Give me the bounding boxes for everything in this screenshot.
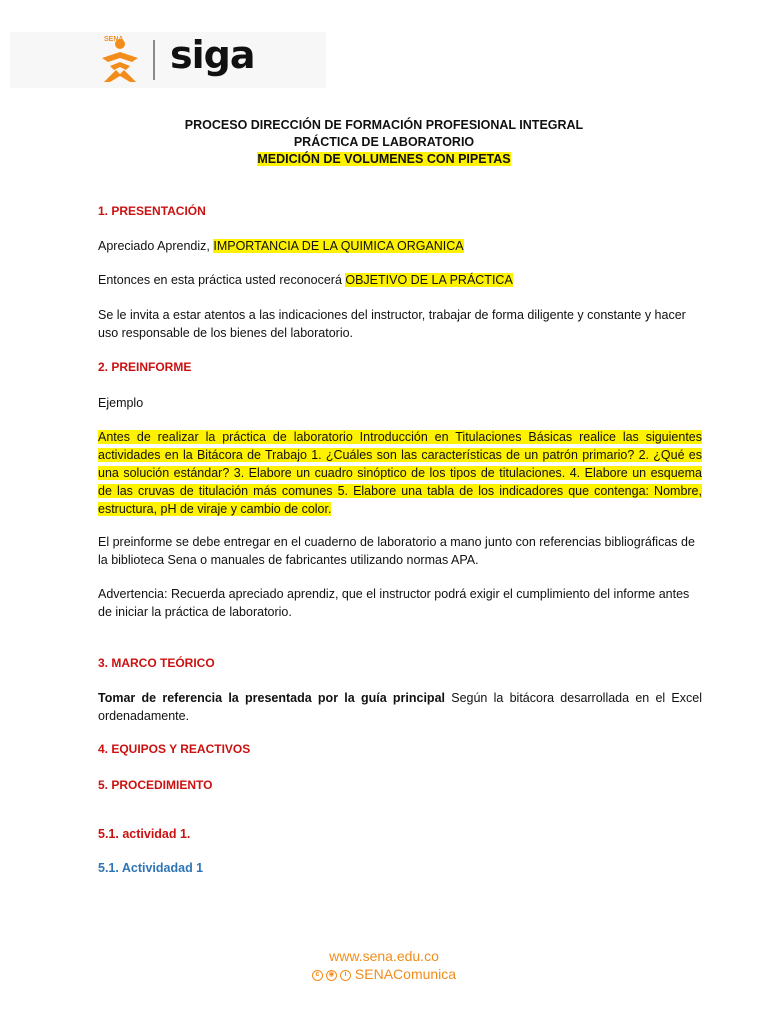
section-marco-teorico: 3. MARCO TEÓRICO	[98, 656, 215, 670]
actividad-red-heading: 5.1. actividad 1.	[98, 827, 191, 841]
presentacion-p2	[98, 271, 702, 289]
info-icon: i	[340, 970, 351, 981]
presentacion-p2-highlight: OBJETIVO DE LA PRÁCTICA	[345, 273, 513, 287]
title-line3-text: MEDICIÓN DE VOLUMENES CON PIPETAS	[257, 152, 511, 166]
presentacion-p1-highlight: IMPORTANCIA DE LA QUIMICA ORGANICA	[213, 239, 464, 253]
actividad-blue-heading: 5.1. Actividadad 1	[98, 861, 204, 875]
sena-logo-text: SENA	[104, 36, 124, 43]
social-icons	[312, 970, 351, 981]
logo-divider	[153, 40, 155, 80]
section-preinforme: 2. PREINFORME	[98, 360, 192, 374]
marco-paragraph	[98, 689, 702, 725]
presentacion-p1-prefix: Apreciado Aprendiz,	[98, 239, 214, 253]
title-line3	[0, 151, 768, 167]
section-procedimiento: 5. PROCEDIMIENTO	[98, 778, 213, 792]
footer-social	[0, 966, 768, 982]
siga-brand: siga	[170, 33, 255, 77]
section-presentacion: 1. PRESENTACIÓN	[98, 204, 206, 218]
preinforme-highlight-text: Antes de realizar la práctica de laboratorio Introducción en Titulaciones Básicas realice las siguientes actividades en la Bitácora de Trabajo 1. ¿Cuáles son las características de un patrón primario? 2. ¿Qué es una solución estándar? 3. Elabore un cuadro sinóptico de los tipos de titulaciones. 4. Elabore un esquema de las cruvas de titulación más comunes 5. Elabore una tabla de los indicadores que contenga: Nombre, estructura, pH de viraje y cambio de color.	[98, 430, 702, 516]
section-equipos: 4. EQUIPOS Y REACTIVOS	[98, 742, 251, 756]
footer-url[interactable]: www.sena.edu.co	[329, 948, 439, 964]
presentacion-p1	[98, 237, 702, 255]
sena-logo-icon	[96, 36, 146, 86]
title-line1: PROCESO DIRECCIÓN DE FORMACIÓN PROFESIONAL INTEGRAL	[184, 118, 584, 132]
presentacion-p3: Se le invita a estar atentos a las indicaciones del instructor, trabajar de forma diligente y constante y hacer uso responsable de los bienes del laboratorio.	[98, 308, 686, 340]
marco-bold: Tomar de referencia la presentada por la guía principal	[98, 691, 445, 705]
by-icon: ◉	[326, 970, 337, 981]
preinforme-highlight-block	[98, 428, 702, 518]
preinforme-p2: El preinforme se debe entregar en el cuaderno de laboratorio a mano junto con referencias bibliográficas de la biblioteca Sena o manuales de fabricantes utilizando normas APA.	[98, 535, 695, 567]
preinforme-p3: Advertencia: Recuerda apreciado aprendiz, que el instructor podrá exigir el cumplimiento del informe antes de iniciar la práctica de laboratorio.	[98, 587, 690, 619]
title-line2: PRÁCTICA DE LABORATORIO	[293, 135, 475, 149]
marco-rest: Según la bitácora desarrollada en el Excel ordenadamente.	[98, 691, 702, 723]
preinforme-ejemplo: Ejemplo	[98, 396, 144, 410]
footer-social-text[interactable]: SENAComunica	[354, 966, 457, 982]
cc-icon: c	[312, 970, 323, 981]
presentacion-p2-prefix: Entonces en esta práctica usted reconocerá	[98, 273, 346, 287]
